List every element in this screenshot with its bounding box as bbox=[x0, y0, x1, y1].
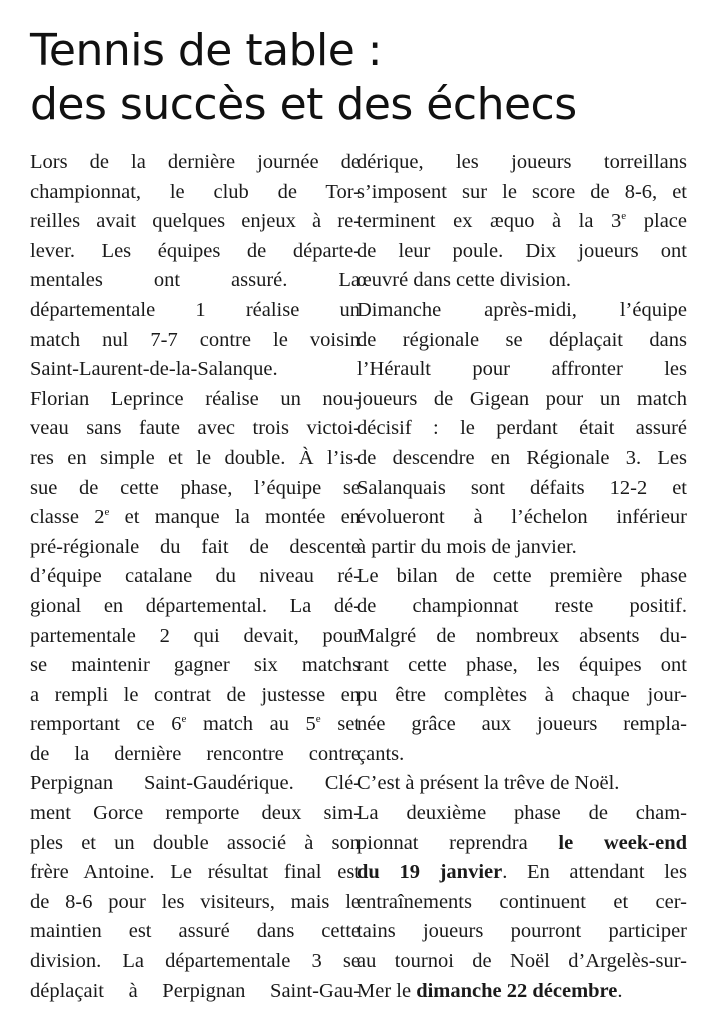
text-line: Lors de la dernière journée de bbox=[30, 151, 360, 173]
text-line: Dimanche après-midi, l’équipe bbox=[357, 298, 687, 321]
text-line: ples et un double associé à son bbox=[30, 831, 360, 854]
text-line: Florian Leprince réalise un nou- bbox=[30, 387, 360, 410]
text-line: sue de cette phase, l’équipe se bbox=[30, 476, 360, 499]
text-line: Le bilan de cette première phase bbox=[357, 565, 687, 588]
text-run: Mer le bbox=[357, 979, 412, 1002]
text-line: rant cette phase, les équipes ont bbox=[357, 654, 687, 677]
text-line: déplaçait à Perpignan Saint-Gau- bbox=[30, 979, 360, 1002]
text-line: l’Hérault pour affronter les bbox=[357, 358, 687, 381]
text-line: mentales ont assuré. La bbox=[30, 269, 360, 292]
text-line bbox=[357, 858, 687, 888]
text-line: championnat, le club de Tor- bbox=[30, 180, 360, 203]
text-line: née grâce aux joueurs rempla- bbox=[357, 713, 687, 736]
text-line: départementale 1 réalise un bbox=[30, 298, 360, 321]
text-line: a rempli le contrat de justesse en bbox=[30, 683, 360, 706]
headline bbox=[30, 24, 710, 132]
text-line: tains joueurs pourront participer bbox=[357, 920, 687, 943]
text-line: terminent ex æquo à la 3e place bbox=[357, 210, 687, 233]
text-line: dérique, les joueurs torreillans bbox=[357, 151, 687, 173]
text-line: Perpignan Saint-Gaudérique. Clé- bbox=[30, 772, 360, 795]
bold-date-weekend: le week-end bbox=[558, 831, 687, 854]
text-line: reilles avait quelques enjeux à re- bbox=[30, 210, 360, 233]
text-line: au tournoi de Noël d’Argelès-sur- bbox=[357, 950, 687, 973]
text-line: joueurs de Gigean pour un match bbox=[357, 387, 687, 410]
text-line: Malgré de nombreux absents du- bbox=[357, 624, 687, 647]
text-line: pré-régionale du fait de descente bbox=[30, 535, 360, 558]
text-line: de régionale se déplaçait dans bbox=[357, 328, 687, 351]
text-line: remportant ce 6e match au 5e set bbox=[30, 713, 361, 736]
text-line: Saint-Laurent-de-la-Salanque. bbox=[30, 358, 278, 381]
article-column-right bbox=[357, 148, 687, 1006]
ordinal-superscript: e bbox=[315, 713, 321, 726]
ordinal-superscript: e bbox=[104, 506, 110, 519]
text-line: se maintenir gagner six matchs bbox=[30, 654, 360, 677]
headline-line-1: Tennis de table : bbox=[30, 25, 383, 76]
text-line: ment Gorce remporte deux sim- bbox=[30, 802, 360, 825]
text-line: match nul 7-7 contre le voisin bbox=[30, 328, 360, 351]
text-run: pionnat reprendra bbox=[357, 831, 528, 854]
text-line: de descendre en Régionale 3. Les bbox=[357, 446, 687, 469]
text-line: entraînements continuent et cer- bbox=[357, 890, 687, 913]
text-line bbox=[357, 829, 687, 859]
text-line: pu être complètes à chaque jour- bbox=[357, 683, 687, 706]
text-line: La deuxième phase de cham- bbox=[357, 802, 687, 825]
text-line: çants. bbox=[357, 742, 405, 765]
text-line: s’imposent sur le score de 8-6, et bbox=[357, 180, 687, 203]
bold-date-december: dimanche 22 décembre bbox=[416, 979, 618, 1002]
text-run: . bbox=[617, 979, 623, 1002]
ordinal-superscript: e bbox=[621, 210, 627, 223]
text-line: gional en départemental. La dé- bbox=[30, 594, 360, 617]
text-line: œuvré dans cette division. bbox=[357, 269, 572, 292]
text-line: maintien est assuré dans cette bbox=[30, 920, 360, 943]
text-line: Salanquais sont défaits 12-2 et bbox=[357, 476, 687, 499]
text-run: . En attendant les bbox=[502, 861, 687, 884]
text-line: à partir du mois de janvier. bbox=[357, 535, 577, 558]
text-line: lever. Les équipes de départe- bbox=[30, 239, 360, 262]
text-line: frère Antoine. Le résultat final est bbox=[30, 861, 360, 884]
article-column-left bbox=[30, 148, 360, 1006]
text-line: d’équipe catalane du niveau ré- bbox=[30, 565, 360, 588]
text-line: veau sans faute avec trois victoi- bbox=[30, 417, 360, 440]
text-line: de championnat reste positif. bbox=[357, 594, 687, 617]
bold-date-january: du 19 janvier bbox=[357, 861, 503, 884]
text-line bbox=[357, 977, 687, 1007]
text-line: de leur poule. Dix joueurs ont bbox=[357, 239, 687, 262]
text-line: décisif : le perdant était assuré bbox=[357, 417, 687, 440]
text-line: de 8-6 pour les visiteurs, mais le bbox=[30, 890, 360, 913]
text-line: classe 2e et manque la montée en bbox=[30, 506, 361, 529]
text-line: C’est à présent la trêve de Noël. bbox=[357, 772, 620, 795]
text-line: res en simple et le double. À l’is- bbox=[30, 446, 360, 469]
text-line: partementale 2 qui devait, pour bbox=[30, 624, 360, 647]
text-line: évolueront à l’échelon inférieur bbox=[357, 506, 687, 529]
text-line: de la dernière rencontre contre bbox=[30, 742, 360, 765]
headline-line-2: des succès et des échecs bbox=[30, 79, 577, 130]
text-line: division. La départementale 3 se bbox=[30, 950, 360, 973]
ordinal-superscript: e bbox=[181, 713, 187, 726]
